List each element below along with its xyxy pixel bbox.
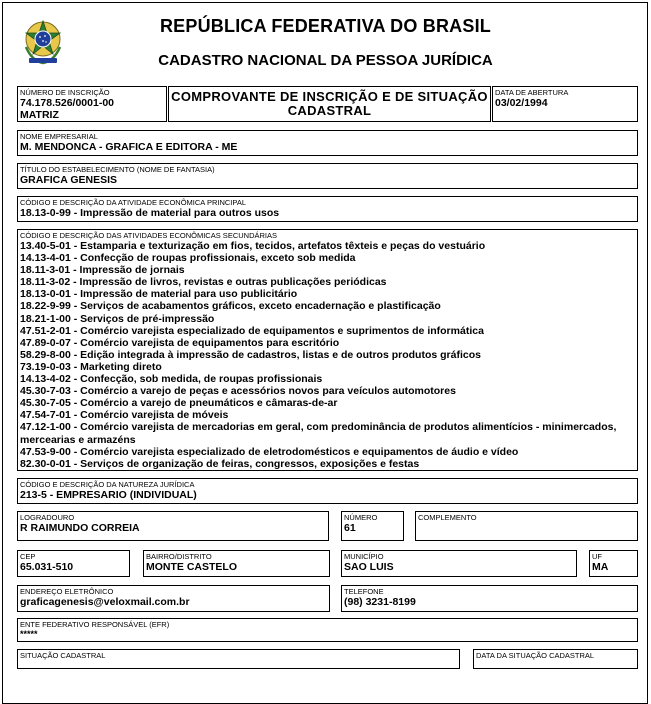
atividade-principal-value: 18.13-0-99 - Impressão de material para outros usos — [20, 207, 280, 219]
natureza-value: 213-5 - EMPRESARIO (INDIVIDUAL) — [20, 489, 197, 501]
abertura-value: 03/02/1994 — [495, 97, 548, 109]
efr-value: ***** — [20, 629, 38, 639]
telefone-box — [341, 585, 638, 612]
numero-box — [341, 511, 404, 541]
email-value: graficagenesis@veloxmail.com.br — [20, 596, 190, 608]
atividade-secundaria-item: 14.13-4-01 - Confecção de roupas profissionais, exceto sob medida — [20, 252, 356, 265]
email-label: ENDEREÇO ELETRÔNICO — [20, 587, 114, 596]
efr-box — [17, 618, 638, 642]
atividade-secundaria-item: 47.51-2-01 - Comércio varejista especializado de equipamentos e suprimentos de informática — [20, 324, 484, 337]
comprovante-title-line2: CADASTRAL — [287, 103, 372, 118]
atividade-secundaria-item: 18.13-0-01 - Impressão de material para uso publicitário — [20, 288, 298, 301]
fantasia-box — [17, 163, 638, 189]
bairro-value: MONTE CASTELO — [146, 561, 237, 573]
comprovante-title-line1: COMPROVANTE DE INSCRIÇÃO E DE SITUAÇÃO — [171, 89, 488, 104]
atividade-secundaria-item: 45.30-7-03 - Comércio a varejo de peças e acessórios novos para veículos automotores — [20, 385, 456, 398]
complemento-box — [415, 511, 638, 541]
page-title: REPÚBLICA FEDERATIVA DO BRASIL — [159, 16, 491, 36]
inscricao-label: NÚMERO DE INSCRIÇÃO — [20, 88, 110, 97]
numero-value: 61 — [344, 522, 356, 534]
atividade-secundaria-item: 47.53-9-00 - Comércio varejista especializado de eletrodomésticos e equipamentos de áudio e vídeo — [20, 445, 519, 458]
municipio-label: MUNICÍPIO — [344, 552, 384, 561]
bairro-box — [143, 550, 330, 577]
natureza-label: CÓDIGO E DESCRIÇÃO DA NATUREZA JURÍDICA — [20, 480, 195, 489]
nome-empresarial-value: M. MENDONCA - GRAFICA E EDITORA - ME — [20, 141, 238, 153]
inscricao-type: MATRIZ — [20, 109, 59, 121]
telefone-value: (98) 3231-8199 — [344, 596, 416, 608]
page-subtitle: CADASTRO NACIONAL DA PESSOA JURÍDICA — [158, 52, 493, 69]
complemento-label: COMPLEMENTO — [418, 513, 477, 522]
inscricao-number: 74.178.526/0001-00 — [20, 97, 115, 109]
municipio-box — [341, 550, 577, 577]
uf-box — [589, 550, 638, 577]
situacao-label: SITUAÇÃO CADASTRAL — [20, 651, 106, 660]
logradouro-label: LOGRADOURO — [20, 513, 75, 522]
logradouro-value: R RAIMUNDO CORREIA — [20, 522, 140, 534]
bairro-label: BAIRRO/DISTRITO — [146, 552, 212, 561]
efr-label: ENTE FEDERATIVO RESPONSÁVEL (EFR) — [20, 620, 170, 629]
atividade-principal-label: CÓDIGO E DESCRIÇÃO DA ATIVIDADE ECONÔMICA PRINCIPAL — [20, 198, 247, 207]
atividade-secundaria-item: 47.89-0-07 - Comércio varejista de equipamentos para escritório — [20, 336, 340, 349]
atividade-secundaria-item: 18.21-1-00 - Serviços de pré-impressão — [20, 312, 215, 325]
fantasia-label: TÍTULO DO ESTABELECIMENTO (NOME DE FANTASIA) — [20, 165, 215, 174]
natureza-box — [17, 478, 638, 504]
cep-box — [17, 550, 130, 577]
atividade-secundaria-item: 18.11-3-01 - Impressão de jornais — [20, 264, 185, 277]
atividade-secundaria-item: 18.22-9-99 - Serviços de acabamentos gráficos, exceto encadernação e plastificação — [20, 300, 441, 313]
abertura-box — [492, 86, 638, 122]
atividade-secundaria-item: 82.30-0-01 - Serviços de organização de feiras, congressos, exposições e festas — [20, 457, 420, 470]
nome-empresarial-box — [17, 130, 638, 156]
fantasia-value: GRAFICA GENESIS — [20, 174, 118, 186]
logradouro-box — [17, 511, 329, 541]
atividade-secundaria-item: 47.12-1-00 - Comércio varejista de mercadorias em geral, com predominância de produtos alimentícios - minimercados, mercearias e armazéns — [20, 421, 617, 446]
telefone-label: TELEFONE — [344, 587, 384, 596]
municipio-value: SAO LUIS — [344, 561, 394, 573]
atividades-secundarias-list — [20, 240, 635, 470]
atividade-secundaria-item: 13.40-5-01 - Estamparia e texturização em fios, tecidos, artefatos têxteis e peças do vestuário — [20, 240, 486, 252]
atividade-principal-box — [17, 196, 638, 222]
cep-value: 65.031-510 — [20, 561, 74, 573]
uf-label: UF — [592, 552, 602, 561]
numero-label: NÚMERO — [344, 513, 378, 522]
atividade-secundaria-item: 47.54-7-01 - Comércio varejista de móveis — [20, 409, 229, 422]
uf-value: MA — [592, 561, 609, 573]
nome-empresarial-label: NOME EMPRESARIAL — [20, 132, 98, 141]
atividade-secundaria-item: 45.30-7-05 - Comércio a varejo de pneumáticos e câmaras-de-ar — [20, 397, 338, 410]
inscricao-box — [17, 86, 167, 122]
abertura-label: DATA DE ABERTURA — [495, 88, 569, 97]
email-box — [17, 585, 330, 612]
atividade-secundaria-item: 73.19-0-03 - Marketing direto — [20, 360, 162, 373]
comprovante-box — [168, 86, 491, 122]
atividade-secundaria-item: 18.11-3-02 - Impressão de livros, revistas e outras publicações periódicas — [20, 276, 387, 289]
atividades-secundarias-box — [17, 229, 638, 471]
atividade-secundaria-item: 58.29-8-00 - Edição integrada à impressão de cadastros, listas e de outros produtos gráficos — [20, 348, 481, 361]
atividades-secundarias-label: CÓDIGO E DESCRIÇÃO DAS ATIVIDADES ECONÔMICAS SECUNDÁRIAS — [20, 231, 277, 240]
atividade-secundaria-item: 14.13-4-02 - Confecção, sob medida, de roupas profissionais — [20, 373, 323, 386]
situacao-box — [17, 649, 460, 669]
data-situacao-label: DATA DA SITUAÇÃO CADASTRAL — [476, 651, 595, 660]
data-situacao-box — [473, 649, 638, 669]
cep-label: CEP — [20, 552, 36, 561]
